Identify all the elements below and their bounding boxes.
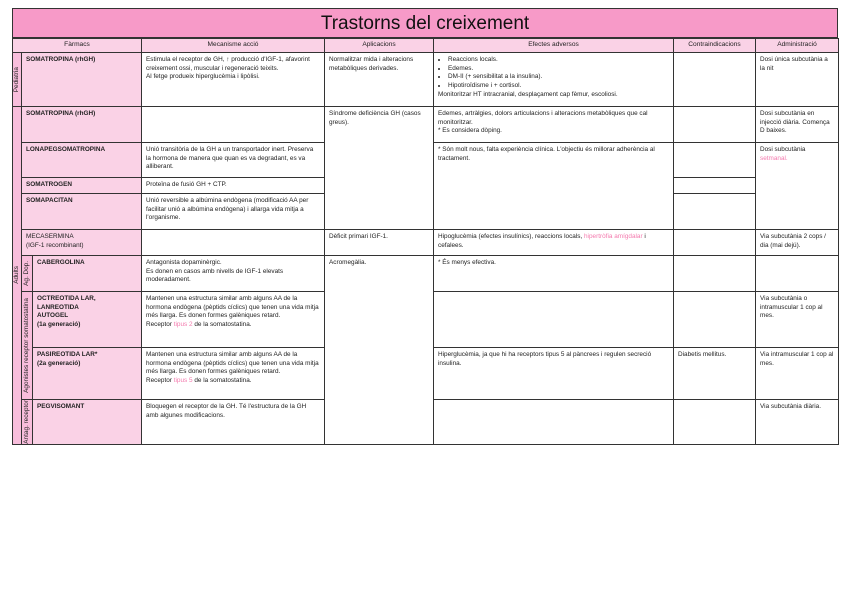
drug-lonapegsomatropina: LONAPEGSOMATROPINA [22,143,142,178]
sheet [12,8,838,445]
contra-lonapegsomatropina [674,143,756,178]
effects-long-acting: * Són molt nous, falta experiència clínica. L'objectiu és millorar adherència al tractament. [434,143,674,230]
mech-somatropina: Estimula el receptor de GH, ↑ producció d'IGF-1, afavorint creixement ossi, muscular i regeneració teixits. Al fetge produeix hiperglucèmia i lipòlisi. [142,53,325,107]
effects-pegvisomant [434,400,674,445]
group-adults: Adults [13,107,22,445]
effects-mecasermina: Hipoglucèmia (efectes insulínics), reaccions locals, hipertròfia amígdalar i cefalees. [434,230,674,256]
mech-mecasermina [142,230,325,256]
mech-somatropina-adults [142,107,325,143]
drug-cabergolina: CABERGOLINA [33,256,142,292]
drug-somatrogen: SOMATROGEN [22,178,142,194]
mech-cabergolina: Antagonista dopaminèrgic. Es donen en casos amb nivells de IGF-1 elevats moderadament. [142,256,325,292]
drug-somatropina-pediatria: SOMATROPINA (rhGH) [22,53,142,107]
page-title: Trastorns del creixement [12,8,838,38]
admin-somatropina-adults: Dosi subcutània en injecció diària. Comença D baixes. [756,107,839,143]
admin-mecasermina: Via subcutània 2 cops / dia (mai dejú). [756,230,839,256]
effects-pasireotida: Hiperglucèmia, ja que hi ha receptors tipus 5 al pàncrees i regulen secreció insulina. [434,348,674,400]
drug-pasireotida: PASIREOTIDA LAR* (2a generació) [33,348,142,400]
table-row [13,107,839,143]
table-row [13,53,839,107]
drug-pegvisomant: PEGVISOMANT [33,400,142,445]
header-mecanisme: Mecanisme acció [142,39,325,53]
group-ag-dop: Ag. Dop. [22,256,33,292]
contra-pasireotida: Diabetis mellitus. [674,348,756,400]
header-contraindicacions: Contraindicacions [674,39,756,53]
app-somatropina-pediatria: Normalitzar mida i alteracions metabòliques derivades. [325,53,434,107]
drug-somapacitan: SOMAPACITAN [22,194,142,230]
contra-somapacitan [674,194,756,230]
table-row [13,256,839,292]
app-somatropina-adults: Síndrome deficiència GH (casos greus). [325,107,434,230]
effects-octreotida [434,292,674,348]
mech-somatrogen: Proteïna de fusió GH + CTP. [142,178,325,194]
header-row [13,39,839,53]
contra-cabergolina [674,256,756,292]
contra-somatropina-adults [674,107,756,143]
app-mecasermina: Dèficit primari IGF-1. [325,230,434,256]
table-row [13,230,839,256]
header-aplicacions: Aplicacions [325,39,434,53]
drug-mecasermina: MECASERMINA (IGF-1 recombinant) [22,230,142,256]
group-agonistes-receptor: Agonistes receptor somatostatina [22,292,33,400]
contra-mecasermina [674,230,756,256]
contra-somatrogen [674,178,756,194]
admin-octreotida: Via subcutània o intramuscular 1 cop al mes. [756,292,839,348]
effects-somatropina-adults: Edemes, artràlgies, dolors articulacions i alteracions metabòliques que cal monitoritzar. * Es considera dòping. [434,107,674,143]
admin-somatropina-pediatria: Dosi única subcutània a la nit [756,53,839,107]
mech-octreotida: Mantenen una estructura similar amb alguns AA de la hormona endògena (pèptids cíclics) que tenen una vida mitja més llarga. Es donen formes galèniques retard. Receptor tipus 2 de la somatostatina. [142,292,325,348]
header-efectes: Efectes adversos [434,39,674,53]
header-administracio: Administració [756,39,839,53]
mech-somapacitan: Unió reversible a albúmina endògena (modificació AA per facilitar unió a albúmina endògena) i allarga vida mitja a l'organisme. [142,194,325,230]
effects-cabergolina: * És menys efectiva. [434,256,674,292]
growth-disorders-table [12,38,839,445]
effects-somatropina-pediatria: • Reaccions locals. • Edemes. • DM-II (+ sensibilitat a la insulina). • Hipotiroïdisme i + cortisol. Monitoritzar HT intracranial, desplaçament cap fèmur, escoliosi. [434,53,674,107]
contra-octreotida [674,292,756,348]
mech-pegvisomant: Bloquegen el receptor de la GH. Té l'estructura de la GH amb algunes modificacions. [142,400,325,445]
admin-long-acting: Dosi subcutània setmanal. [756,143,839,230]
group-pediatria: Pediatria [13,53,22,107]
group-antag-receptor: Antag. receptor [22,400,33,445]
mech-pasireotida: Mantenen una estructura similar amb alguns AA de la hormona endògena (pèptids cíclics) que tenen una vida mitja més llarga. Es donen formes galèniques retard. Receptor tipus 5 de la somatostatina. [142,348,325,400]
header-farmacs: Fàrmacs [13,39,142,53]
drug-octreotida: OCTREOTIDA LAR, LANREOTIDA AUTOGEL (1a generació) [33,292,142,348]
contra-pegvisomant [674,400,756,445]
admin-cabergolina [756,256,839,292]
mech-lonapegsomatropina: Unió transitòria de la GH a un transportador inert. Preserva la hormona de manera que quan es va degradant, es va alliberant. [142,143,325,178]
admin-pasireotida: Via intramuscular 1 cop al mes. [756,348,839,400]
app-acromegalia: Acromegàlia. [325,256,434,445]
admin-pegvisomant: Via subcutània diària. [756,400,839,445]
drug-somatropina-adults: SOMATROPINA (rhGH) [22,107,142,143]
contra-somatropina-pediatria [674,53,756,107]
